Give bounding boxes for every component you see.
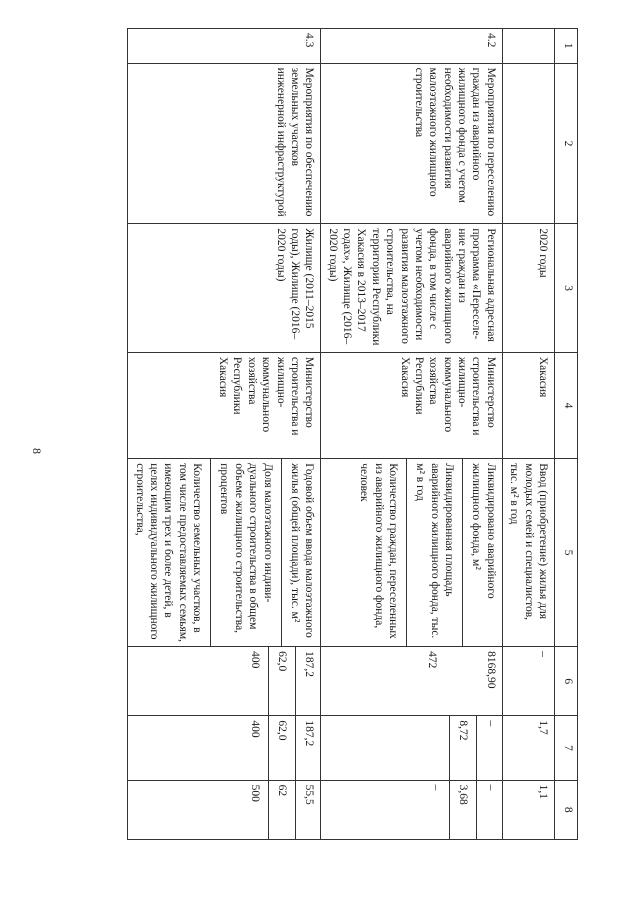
header-col-1: 1 bbox=[555, 29, 578, 64]
value-8-1: 55,5 bbox=[303, 784, 316, 805]
cell-values-8 bbox=[321, 780, 503, 839]
value-6-2 bbox=[440, 651, 484, 711]
cell-indicator: Ввод (приобретение) жилья для молодых семей и специалистов, тыс. м² в год bbox=[502, 459, 554, 647]
cell-executor: Министерство строительства и жилищно-коммунального хозяйства Республики Хакасия bbox=[128, 352, 321, 458]
value-7-2: 62,0 bbox=[275, 716, 296, 779]
header-col-2: 2 bbox=[555, 63, 578, 224]
indicator-share-individual: Доля малоэтажного индиви-дуального строительства в общем объеме жилищного строительства, процентов bbox=[217, 459, 282, 646]
value-8-2: 62 bbox=[275, 781, 296, 839]
header-col-4: 4 bbox=[555, 352, 578, 458]
value-6-3: 400 bbox=[247, 647, 268, 715]
cell-indicators bbox=[321, 459, 503, 647]
cell-activity: Мероприятия по обеспечению земельных участков инженерной инфраструктурой bbox=[128, 63, 321, 224]
value-7-1: 187,2 bbox=[303, 720, 316, 747]
header-col-3: 3 bbox=[555, 224, 578, 353]
indicator-annual-volume: Годовой объем ввода малоэтажного жилья (общей площади), тыс. м² bbox=[289, 463, 316, 638]
value-7-3 bbox=[443, 716, 450, 779]
value-7-1: – bbox=[484, 720, 497, 727]
value-8-3: 500 bbox=[247, 781, 268, 839]
cell-value-8: 1,1 bbox=[502, 780, 554, 839]
cell-program: 2020 годы bbox=[502, 224, 554, 353]
value-8-1: – bbox=[484, 784, 497, 791]
table-row-4-2 bbox=[321, 29, 503, 840]
indicator-land-plots: Количество земельных участков, в том числе предоставляемых семьям, имеющим трех и более детей, в целях индивидуального жилищного строительства, bbox=[132, 459, 211, 646]
table-row-continuation bbox=[502, 29, 554, 840]
cell-num bbox=[502, 29, 554, 64]
cell-value-7: 1,7 bbox=[502, 716, 554, 780]
header-row bbox=[555, 29, 578, 840]
value-6-3: 472 bbox=[426, 651, 439, 669]
cell-values-6 bbox=[128, 647, 321, 716]
cell-activity: Мероприятия по переселению граждан из аварийного жилищного фонда с учетом необходимости развития малоэтажного жилищного строительства bbox=[321, 63, 503, 224]
table-row-4-3 bbox=[128, 29, 321, 840]
header-col-5: 5 bbox=[555, 459, 578, 647]
cell-executor: Хакасия bbox=[502, 352, 554, 458]
header-col-8: 8 bbox=[555, 780, 578, 839]
cell-value-6: – bbox=[502, 647, 554, 716]
program-table bbox=[127, 28, 578, 840]
program-table-rotated bbox=[96, 28, 578, 840]
cell-values-7 bbox=[128, 716, 321, 780]
cell-values-6 bbox=[321, 647, 503, 716]
cell-executor: Министерство строительства и жилищно-коммунального хозяйства Республики Хакасия bbox=[321, 352, 503, 458]
value-6-1: 187,2 bbox=[303, 651, 316, 677]
header-col-6: 6 bbox=[555, 647, 578, 716]
cell-values-7 bbox=[321, 716, 503, 780]
cell-program: Жилище (2011–2015 годы), Жилище (2016–2020 годы) bbox=[128, 224, 321, 353]
indicator-resettled-citizens: Количество граждан, переселенных из аварийного жилищного фонда, человек bbox=[357, 459, 407, 646]
cell-activity bbox=[502, 63, 554, 224]
cell-num: 4.3 bbox=[128, 29, 321, 64]
cell-indicators bbox=[128, 459, 321, 647]
value-6-2: 62,0 bbox=[275, 647, 296, 715]
header-col-7: 7 bbox=[555, 716, 578, 780]
cell-num: 4.2 bbox=[321, 29, 503, 64]
indicator-liquidated-area: Ликвидированная площадь аварийного жилищного фонда, тыс. м² в год bbox=[413, 459, 463, 646]
cell-values-8 bbox=[128, 780, 321, 839]
value-8-2: 3,68 bbox=[456, 781, 477, 839]
cell-program: Региональная адресная программа «Переселе-ние граждан из аварийного жилищного фонда, в том числе с учетом необходимости развития малоэтажного строительства, на территории Республики Хакасия в 2013–2017 годах», Жилище (2016–2020 годы) bbox=[321, 224, 503, 353]
value-8-3: – bbox=[429, 781, 450, 839]
page-number: 8 bbox=[30, 448, 44, 454]
value-7-3: 400 bbox=[247, 716, 268, 779]
value-7-2: 8,72 bbox=[456, 716, 477, 779]
value-6-1: 8168,90 bbox=[484, 651, 497, 689]
indicator-liquidated-fund: Ликвидировано аварийного жилищного фонда, м² bbox=[470, 463, 497, 599]
